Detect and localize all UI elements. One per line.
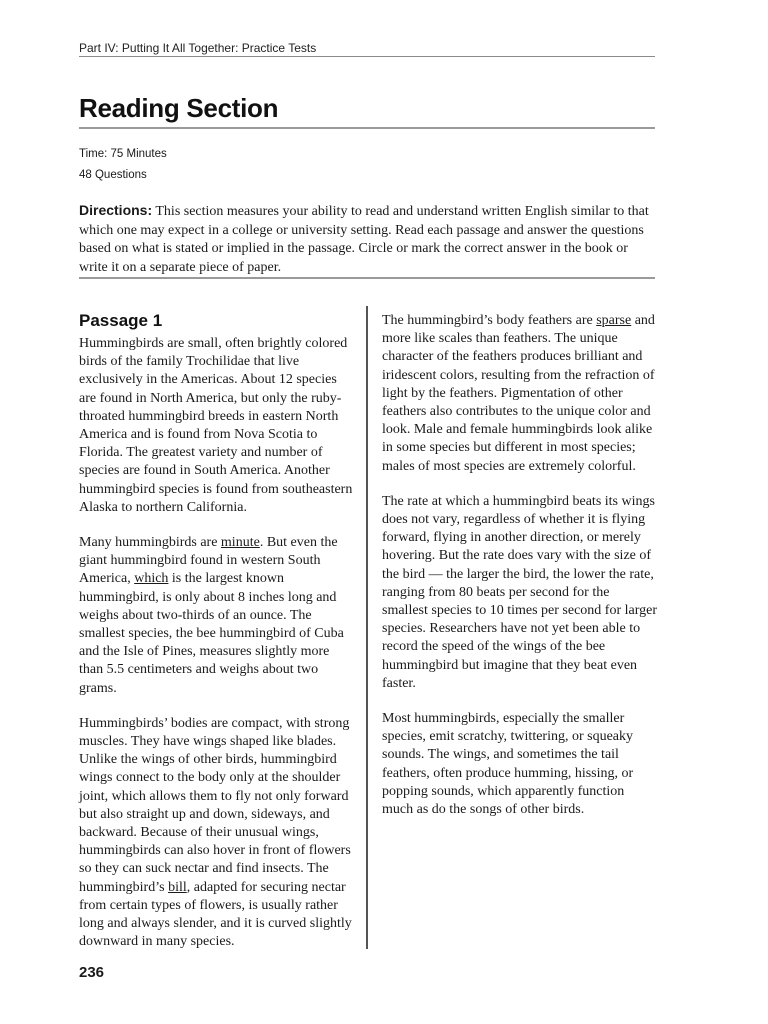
paragraph-4 [382,312,658,476]
passage-column-left [79,335,353,969]
question-count: 48 Questions [79,169,147,181]
paragraph-3 [79,715,353,952]
running-head: Part IV: Putting It All Together: Practice Tests [79,41,317,55]
paragraph-4-text: The hummingbird’s body feathers are [382,313,597,328]
vocab-word-bill: bill [168,879,187,895]
vocab-word-minute: minute [220,535,260,551]
paragraph-6: Most hummingbirds, especially the smaller species, emit scratchy, twittering, or squeaky sounds. The wings, and sometimes the tail feathers, often produce humming, hissing, or popping sounds, which apparently function much as do the songs of other birds. [382,711,634,818]
header-divider [79,56,655,57]
paragraph-3-text: Hummingbirds’ bodies are compact, with strong muscles. They have wings shaped like blades. Unlike the wings of other birds, hummingbird wings connect to the body only at the shoulder joint, which allows them to fly not only forward but also straight up and down, sideways, and backward. Because of their unusual wings, hummingbirds can also hover in front of flowers so they can suck nectar and find insects. The hummingbird’s [79,715,351,895]
page-number: 236 [79,964,105,981]
paragraph-2 [79,534,353,698]
section-title: Reading Section [79,93,279,123]
paragraph-2-text: Many hummingbirds are [79,535,221,551]
paragraph-5: The rate at which a hummingbird beats its wings does not vary, regardless of whether it is flying forward, flying in another direction, or merely hovering. But the rate does vary with the size of the bird — the larger the bird, the lower the rate, ranging from 80 beats per second for the smallest species to 10 times per second for larger species. Researchers have not yet been able to record the speed of the wings of the bee hummingbird but imagine that they beat even faster. [382,493,657,691]
column-divider [366,306,368,949]
paragraph-2-text: . But even the giant hummingbird found in western South America, [79,535,338,587]
directions-body: This section measures your ability to read and understand written English similar to that which one may expect in a college or university setting. Read each passage and answer the questions based on what is stated or implied in the passage. Circle or mark the correct answer in the book or write it on a separate piece of paper. [79,204,649,275]
paragraph-2-text: is the largest known hummingbird, is only about 8 inches long and weighs about two-thirds of an ounce. The smallest species, the bee hummingbird of Cuba and the Isle of Pines, measures slightly more than 5.5 centimeters and weighs about two grams. [79,571,344,696]
vocab-word-which: which [134,571,169,587]
title-divider [79,127,655,129]
time-limit: Time: 75 Minutes [79,148,167,160]
directions-text [79,201,655,277]
directions-label: Directions: [79,202,153,218]
paragraph-3-text: , adapted for securing nectar from certain types of flowers, is usually rather long and always slender, and it is curved slightly downward in many species. [79,879,352,950]
vocab-word-sparse: sparse [596,313,632,328]
directions-divider [79,277,655,279]
paragraph-1: Hummingbirds are small, often brightly colored birds of the family Trochilidae that live exclusively in the Americas. About 12 species are found in North America, but only the ruby-throated hummingbird breeds in eastern North America and is found from Nova Scotia to Florida. The greatest variety and number of species are found in South America. Another hummingbird species is found from southeastern Alaska to northern California. [79,336,353,515]
paragraph-4-text: and more like scales than feathers. The unique character of the feathers produces brilliant and iridescent colors, resulting from the refraction of light by the feathers. Pigmentation of other feathers also contributes to the unique color and look. Male and female hummingbirds look alike in some species but different in most species; males of most species are extremely colorful. [382,313,655,474]
passage-column-right [382,312,658,836]
passage-heading: Passage 1 [79,311,163,330]
